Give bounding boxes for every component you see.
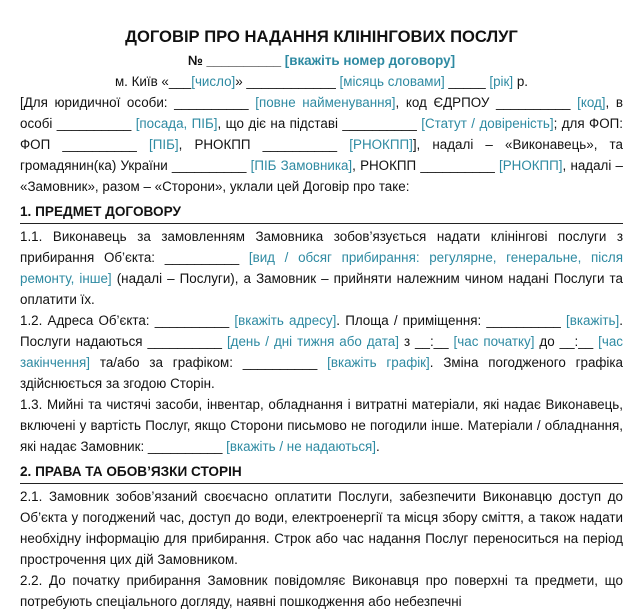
month-placeholder[interactable]: [місяць словами] [339,74,445,89]
rnokpp-placeholder[interactable]: [РНОКПП] [349,137,413,152]
clause-1-3 [20,394,623,457]
parties-text: [Для юридичної особи: __________ [20,95,249,110]
clause-text: . Зміна погодженого графіка здійснюється за згодою Сторін. [20,355,623,391]
contract-number-placeholder[interactable]: [вкажіть номер договору] [284,53,456,68]
parties-text: , код ЄДРПОУ __________ [395,95,571,110]
edrpou-placeholder[interactable]: [код] [577,95,606,110]
place-date-line [20,71,623,92]
clause-2-2: 2.2. До початку прибирання Замовник повідомляє Виконавця про поверхні та предмети, що потребують спеціального догляду, наявні пошкодження або небезпечні [20,573,623,609]
parties-text: , РНОКПП __________ [178,137,338,152]
parties-text: ; для ФОП: ФОП __________ [20,116,623,152]
parties-text: , РНОКПП __________ [352,158,495,173]
fop-name-placeholder[interactable]: [ПІБ] [149,137,179,152]
clause-1-2 [20,310,623,394]
parties-text: , що діє на підставі __________ [217,116,417,131]
clause-text: . Площа / приміщення: __________ [336,313,561,328]
day-placeholder[interactable]: [число] [191,74,236,89]
clause-2-1: 2.1. Замовник зобов’язаний своєчасно оплатити Послуги, забезпечити Виконавцю доступ до Об’єкта у погоджений час, доступ до води, електроенергії та місця збору сміття, а також надати необхідну інформацію для прибирання. Строк або час надання Послуг переноситься на період прострочення цих дій Замовником. [20,489,623,567]
parties-text: ], надалі – «Виконавець», та громадянин(ка) України __________ [20,137,623,173]
clause-text: . Послуги надаються __________ [20,313,623,349]
city-text: м. Київ «___ [114,74,192,89]
full-name-placeholder[interactable]: [повне найменування] [255,95,396,110]
address-placeholder[interactable]: [вкажіть адресу] [234,313,337,328]
customer-name-placeholder[interactable]: [ПІБ Замовника] [250,158,353,173]
section-heading: 2. ПРАВА ТА ОБОВ’ЯЗКИ СТОРІН [20,461,623,484]
parties-text: , надалі – «Замовник», разом – «Сторони», уклали цей Договір про таке: [20,158,623,194]
service-type-placeholder[interactable]: [вид / обсяг прибирання: регулярне, генеральне, після ремонту, інше] [20,250,623,286]
clause-text: 1.3. Мийні та чистячі засоби, інвентар, обладнання і витратні матеріали, які надає Виконавець, включені у вартість Послуг, якщо Сторони письмово не погодили інше. Матеріали / обладнання, які надає Замовник: __________ [20,397,623,454]
parties-paragraph [20,92,623,197]
materials-placeholder[interactable]: [вкажіть / не надаються] [226,439,376,454]
schedule-placeholder[interactable]: [вкажіть графік] [327,355,430,370]
days-placeholder[interactable]: [день / дні тижня або дата] [226,334,399,349]
year-placeholder[interactable]: [рік] [489,74,514,89]
end-time-placeholder[interactable]: [час закінчення] [20,334,623,370]
basis-placeholder[interactable]: [Статут / довіреність] [421,116,554,131]
position-placeholder[interactable]: [посада, ПІБ] [135,116,218,131]
clause-text: 1.1. Виконавець за замовленням Замовника зобов’язується надати клінінгові послуги з прибирання Об’єкта: __________ [20,229,623,265]
clause-1-1 [20,226,623,310]
clause-text: до __:__ [534,334,594,349]
clause-text: 1.2. Адреса Об’єкта: __________ [20,313,230,328]
contract-number-prefix: № __________ [187,53,282,68]
contract-number-line [20,50,623,71]
clause-text: з __:__ [398,334,449,349]
clause-text: (надалі – Послуги), а Замовник – прийняти належним чином надані Послуги та оплатити їх. [20,271,623,307]
parties-text: , в особі __________ [20,95,623,131]
start-time-placeholder[interactable]: [час початку] [453,334,535,349]
document-title: ДОГОВІР ПРО НАДАННЯ КЛІНІНГОВИХ ПОСЛУГ [125,27,518,46]
clause-text: . [375,439,380,454]
customer-rnokpp-placeholder[interactable]: [РНОКПП] [499,158,563,173]
date-mid-text: » ____________ [235,74,336,89]
section-heading: 1. ПРЕДМЕТ ДОГОВОРУ [20,201,623,224]
area-placeholder[interactable]: [вкажіть] [566,313,620,328]
year-separator: _____ [448,74,486,89]
clause-text: та/або за графіком: __________ [90,355,318,370]
year-suffix: р. [516,74,529,89]
